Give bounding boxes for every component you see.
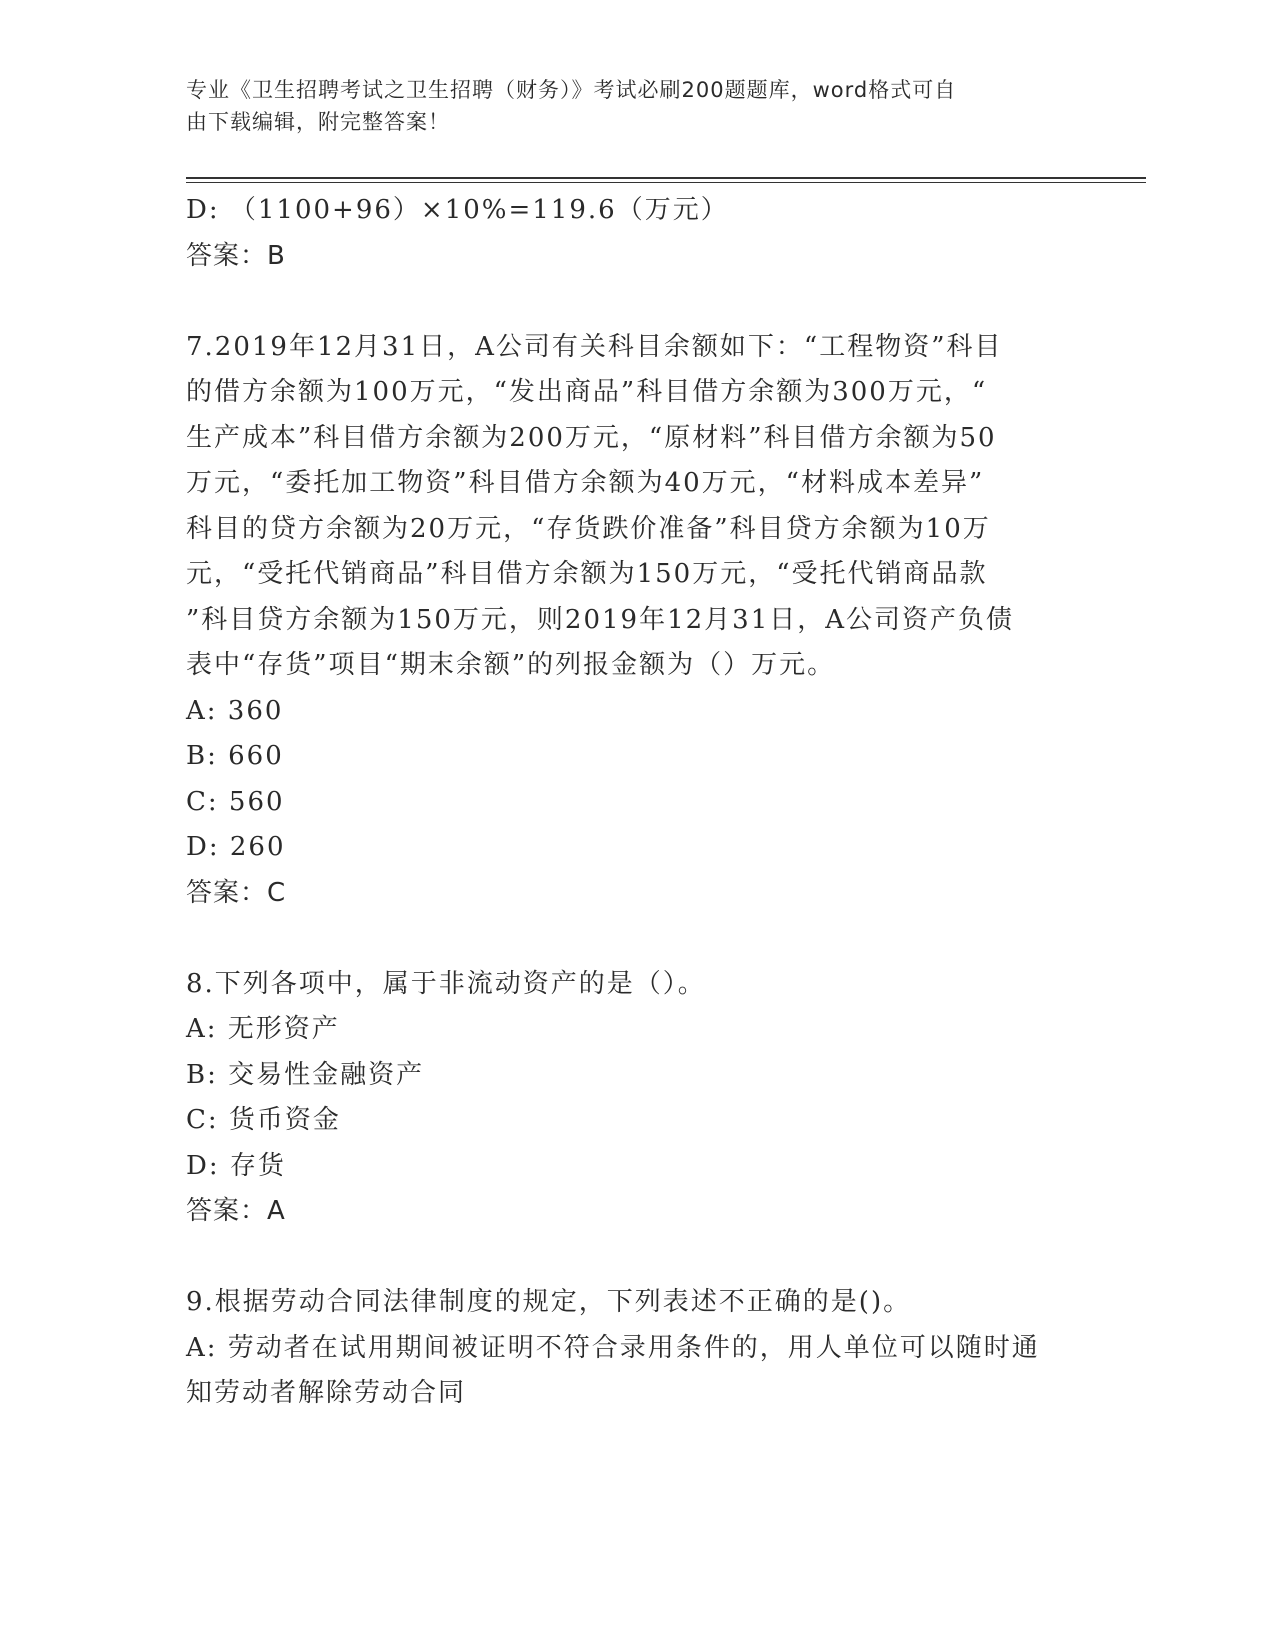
q7-stem-line: ”科目贷方余额为150万元，则2019年12月31日，A公司资产负债 xyxy=(186,604,1015,635)
q7-stem-line: 表中“存货”项目“期末余额”的列报金额为（）万元。 xyxy=(186,650,836,680)
q7-stem-line: 万元，“委托加工物资”科目借方余额为40万元，“材料成本差异” xyxy=(186,468,985,498)
q7-stem-line: 科目的贷方余额为20万元，“存货跌价准备”科目贷方余额为10万 xyxy=(186,513,991,544)
spacer xyxy=(186,1235,1066,1281)
q7-stem xyxy=(186,325,1066,689)
q7-answer: 答案：C xyxy=(186,877,287,908)
q7-option-d: D: 260 xyxy=(186,832,286,862)
q9-option-a-line: 知劳动者解除劳动合同 xyxy=(186,1378,467,1408)
q6-answer: 答案：B xyxy=(186,240,286,271)
q8-option-a: A: 无形资产 xyxy=(186,1014,340,1044)
q9-option-a-line: A: 劳动者在试用期间被证明不符合录用条件的，用人单位可以随时通 xyxy=(186,1332,1040,1363)
q8-option-b: B: 交易性金融资产 xyxy=(186,1059,425,1090)
q8-option-d: D: 存货 xyxy=(186,1150,286,1181)
q8-answer: 答案：A xyxy=(186,1196,286,1226)
header-line-2: 由下载编辑，附完整答案！ xyxy=(186,110,450,134)
q7-stem-line: 生产成本”科目借方余额为200万元，“原材料”科目借方余额为50 xyxy=(186,422,997,453)
q7-option-b: B: 660 xyxy=(186,741,284,771)
spacer xyxy=(186,279,1066,325)
document-header xyxy=(186,74,1066,138)
q7-stem-line: 的借方余额为100万元，“发出商品”科目借方余额为300万元，“ xyxy=(186,377,988,407)
q8-option-c: C: 货币资金 xyxy=(186,1105,341,1135)
header-line-1: 专业《卫生招聘考试之卫生招聘（财务）》考试必刷200题题库，word格式可自 xyxy=(186,78,957,102)
spacer xyxy=(186,916,1066,962)
q9-stem: 9.根据劳动合同法律制度的规定，下列表述不正确的是()。 xyxy=(186,1287,912,1317)
header-divider-thin xyxy=(186,182,1146,183)
q7-stem-line: 元，“受托代销商品”科目借方余额为150万元，“受托代销商品款 xyxy=(186,559,988,589)
document-body xyxy=(186,188,1066,1417)
q7-option-a: A: 360 xyxy=(186,695,284,726)
header-divider-thick xyxy=(186,177,1146,179)
q6-option-d: D: （1100+96）×10%=119.6（万元） xyxy=(186,195,729,225)
q7-option-c: C: 560 xyxy=(186,786,285,817)
q7-stem-line: 7.2019年12月31日，A公司有关科目余额如下：“工程物资”科目 xyxy=(186,331,1003,362)
q8-stem: 8.下列各项中，属于非流动资产的是（）。 xyxy=(186,968,706,999)
